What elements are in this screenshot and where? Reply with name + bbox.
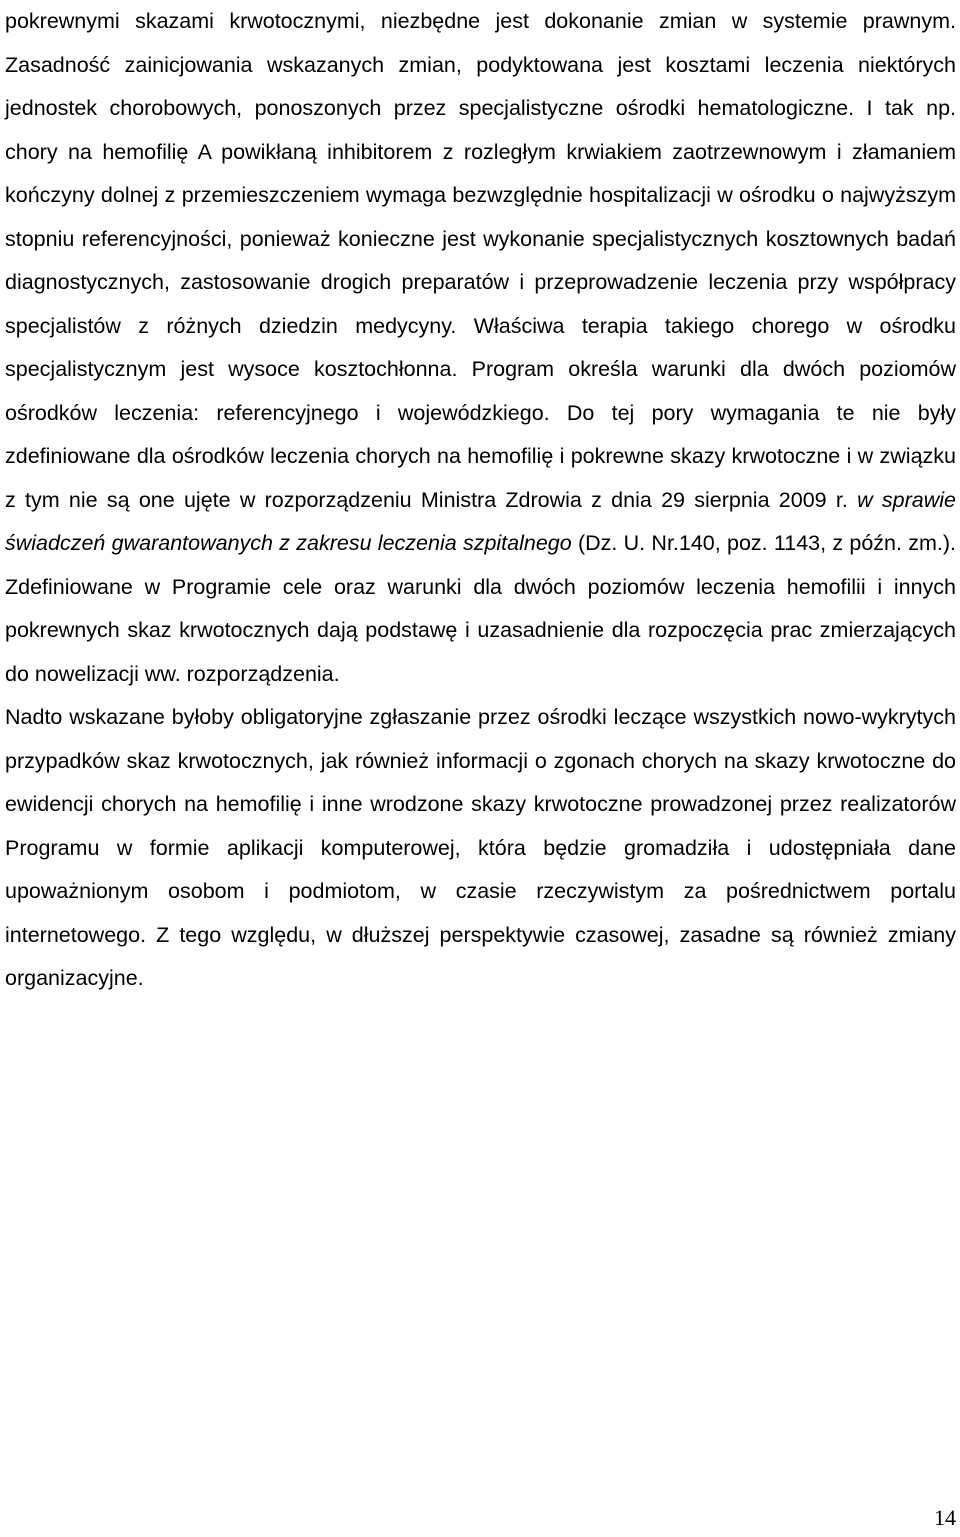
regulation-title-italic: w sprawie świadczeń gwarantowanych z zakresu leczenia szpitalnego [5, 487, 956, 555]
paragraph-cost-justification [5, 0, 956, 696]
paragraph-organizational-changes: Nadto wskazane byłoby obligatoryjne zgłaszanie przez ośrodki leczące wszystkich nowo-wykrytych przypadków skaz krwotocznych, jak również informacji o zgonach chorych na skazy krwotoczne do ewidencji chorych na hemofilię i inne wrodzone skazy krwotoczne prowadzonej przez realizatorów Programu w formie aplikacji komputerowej, która będzie gromadziła i udostępniała dane upoważnionym osobom i podmiotom, w czasie rzeczywistym za pośrednictwem portalu internetowego. Z tego względu, w dłuższej perspektywie czasowej, zasadne są również zmiany organizacyjne. [5, 705, 956, 990]
paragraph-1-text-part-2: (Dz. U. Nr.140, poz. 1143, z późn. zm.). Zdefiniowane w Programie cele oraz warunki dla dwóch poziomów leczenia hemofilii i innych pokrewnych skaz krwotocznych dają podstawę i uzasadnienie dla rozpoczęcia prac zmierzających do nowelizacji ww. rozporządzenia. [5, 531, 956, 686]
page-number: 14 [934, 1505, 956, 1530]
paragraph-1-text-part-1: pokrewnymi skazami krwotocznymi, niezbędne jest dokonanie zmian w systemie prawnym. Zasadność zainicjowania wskazanych zmian, podyktowana jest kosztami leczenia niektórych jednostek chorobowych, ponoszonych przez specjalistyczne ośrodki hematologiczne. I tak np. chory na hemofilię A powikłaną inhibitorem z rozległym krwiakiem zaotrzewnowym i złamaniem kończyny dolnej z przemieszczeniem wymaga bezwzględnie hospitalizacji w ośrodku o najwyższym stopniu referencyjności, ponieważ konieczne jest wykonanie specjalistycznych kosztownych badań diagnostycznych, zastosowanie drogich preparatów i przeprowadzenie leczenia przy współpracy specjalistów z różnych dziedzin medycyny. Właściwa terapia takiego chorego w ośrodku specjalistycznym jest wysoce kosztochłonna. Program określa warunki dla dwóch poziomów ośrodków leczenia: referencyjnego i wojewódzkiego. Do tej pory wymagania te nie były zdefiniowane dla ośrodków leczenia chorych na hemofilię i pokrewne skazy krwotoczne i w związku z tym nie są one ujęte w rozporządzeniu Ministra Zdrowia z dnia 29 sierpnia 2009 r. [5, 9, 956, 512]
document-page [5, 0, 956, 1001]
